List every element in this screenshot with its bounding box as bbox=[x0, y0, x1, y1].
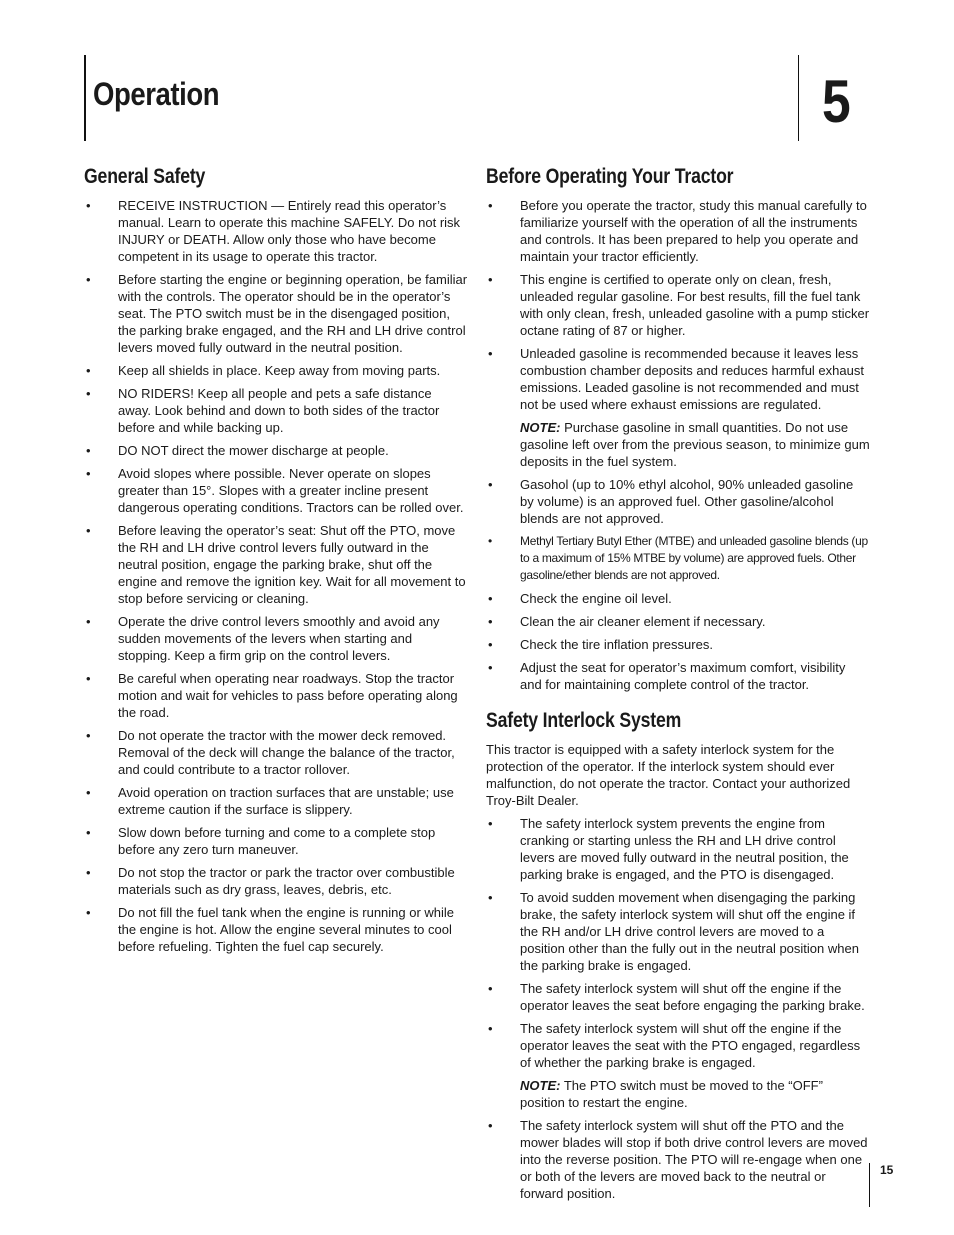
list-item: • Clean the air cleaner element if necessary. bbox=[488, 614, 766, 629]
note-label: NOTE: bbox=[520, 420, 561, 435]
section-heading-safety-interlock: Safety Interlock System bbox=[486, 709, 682, 732]
list-item: • Gasohol (up to 10% ethyl alcohol, 90% unleaded gasoline by volume) is an approved fuel. Other gasoline/alcohol blends are not approved. bbox=[488, 477, 854, 526]
bullet: • bbox=[86, 198, 91, 213]
bullet: • bbox=[488, 1118, 493, 1133]
bullet: • bbox=[86, 386, 91, 401]
list-item: • The safety interlock system will shut off the PTO and the mower blades will stop if both drive control levers are moved into the reverse position. The PTO will re-engage when one or both of the levers are moved back to the neutral or forward position. bbox=[488, 1118, 868, 1201]
list-item: • Do not operate the tractor with the mower deck removed. Removal of the deck will change the balance of the tractor, and could contribute to a tractor rollover. bbox=[86, 728, 455, 777]
list-item: • DO NOT direct the mower discharge at people. bbox=[86, 443, 389, 458]
list-item: • The safety interlock system will shut off the engine if the operator leaves the seat before engaging the parking brake. bbox=[488, 981, 865, 1013]
list-item: • Methyl Tertiary Butyl Ether (MTBE) and unleaded gasoline blends (up to a maximum of 15% MTBE by volume) are approved fuels. Other gasoline/ether blends are not approved. bbox=[488, 534, 868, 582]
footer-rule bbox=[869, 1163, 870, 1207]
bullet: • bbox=[86, 466, 91, 481]
bullet: • bbox=[86, 865, 91, 880]
bullet: • bbox=[488, 346, 493, 361]
bullet: • bbox=[488, 591, 493, 606]
bullet: • bbox=[488, 534, 492, 548]
bullet: • bbox=[86, 905, 91, 920]
page-number: 15 bbox=[880, 1163, 894, 1177]
list-item: • RECEIVE INSTRUCTION — Entirely read this operator’s manual. Learn to operate this machine SAFELY. Do not risk INJURY or DEATH. Allow only those who have become competent in its usage to operate this tractor. bbox=[86, 198, 461, 264]
list-item: • NO RIDERS! Keep all people and pets a safe distance away. Look behind and down to both sides of the tractor before and while backing up. bbox=[86, 386, 440, 435]
list-item: • Avoid slopes where possible. Never operate on slopes greater than 15°. Slopes with a greater incline present dangerous operating conditions. Tractors can be rolled over. bbox=[86, 466, 464, 515]
bullet: • bbox=[86, 825, 91, 840]
interlock-intro: This tractor is equipped with a safety interlock system for the protection of the operator. If the interlock system should ever malfunction, do not operate the tractor. Contact your authorized Troy-Bilt Dealer. bbox=[486, 742, 851, 808]
bullet: • bbox=[488, 1021, 493, 1036]
header-right-rule bbox=[798, 55, 799, 141]
section-heading-general-safety: General Safety bbox=[84, 165, 206, 188]
list-item: • Do not fill the fuel tank when the engine is running or while the engine is hot. Allow the engine several minutes to cool before refueling. Tighten the fuel cap securely. bbox=[86, 905, 455, 954]
page-title: Operation bbox=[93, 76, 220, 112]
list-item: • To avoid sudden movement when disengaging the parking brake, the safety interlock system will shut off the engine if the RH and/or LH drive control levers are moved to a position other than the fully out in the neutral position when the parking brake is engaged. bbox=[488, 890, 859, 973]
bullet: • bbox=[488, 890, 493, 905]
bullet: • bbox=[86, 272, 91, 287]
bullet: • bbox=[86, 671, 91, 686]
list-item: • Do not stop the tractor or park the tractor over combustible materials such as dry grass, leaves, debris, etc. bbox=[86, 865, 455, 897]
bullet: • bbox=[86, 728, 91, 743]
section-heading-before-operating: Before Operating Your Tractor bbox=[486, 165, 734, 188]
list-item: • This engine is certified to operate only on clean, fresh, unleaded regular gasoline. For best results, fill the fuel tank with only clean, fresh, unleaded gasoline with a pump sticker octane rating of 87 or higher. bbox=[488, 272, 870, 338]
bullet: • bbox=[488, 660, 493, 675]
bullet: • bbox=[488, 614, 493, 629]
left-column bbox=[84, 165, 468, 961]
list-item: • Be careful when operating near roadways. Stop the tractor motion and wait for vehicles to pass before operating along the road. bbox=[86, 671, 458, 720]
list-item: • Before you operate the tractor, study this manual carefully to familiarize yourself with the operation of all the instruments and controls. It has been prepared to help you operate and maintain your tractor efficiently. bbox=[488, 198, 867, 264]
bullet: • bbox=[86, 614, 91, 629]
note-gasoline: NOTE: Purchase gasoline in small quantities. Do not use gasoline left over from the previous season, to minimize gum deposits in the fuel system. bbox=[520, 420, 870, 469]
bullet: • bbox=[86, 785, 91, 800]
bullet: • bbox=[488, 981, 493, 996]
list-item: • The safety interlock system prevents the engine from cranking or starting unless the RH and LH drive control levers are moved fully outward in the neutral position, the parking brake is engaged, and the PTO is disengaged. bbox=[488, 816, 849, 882]
list-item: • Check the engine oil level. bbox=[488, 591, 672, 606]
bullet: • bbox=[86, 443, 91, 458]
list-item: • Adjust the seat for operator’s maximum comfort, visibility and for maintaining complete control of the tractor. bbox=[488, 660, 846, 692]
bullet: • bbox=[488, 816, 493, 831]
bullet: • bbox=[488, 198, 493, 213]
bullet: • bbox=[488, 637, 493, 652]
list-item: • Avoid operation on traction surfaces that are unstable; use extreme caution if the surface is slippery. bbox=[86, 785, 454, 817]
list-item: • Check the tire inflation pressures. bbox=[488, 637, 713, 652]
header-left-rule bbox=[84, 55, 86, 141]
list-item: • The safety interlock system will shut off the engine if the operator leaves the seat with the PTO engaged, regardless of whether the parking brake is engaged. NOTE: The PTO switch must be moved to the “OFF” position to restart the engine. bbox=[486, 1020, 870, 1111]
general-safety-list bbox=[84, 197, 468, 955]
before-operating-list bbox=[486, 197, 870, 693]
list-item: • Before starting the engine or beginning operation, be familiar with the controls. The operator should be in the operator’s seat. The PTO switch must be in the disengaged position, the parking brake engaged, and the RH and LH drive control levers moved fully outward in the neutral position. bbox=[86, 272, 468, 355]
list-item: • Operate the drive control levers smoothly and avoid any sudden movements of the levers when starting and stopping. Keep a firm grip on the control levers. bbox=[86, 614, 440, 663]
list-item: • Slow down before turning and come to a complete stop before any zero turn maneuver. bbox=[86, 825, 436, 857]
right-column bbox=[486, 165, 870, 1208]
bullet: • bbox=[488, 272, 493, 287]
note-pto: NOTE: The PTO switch must be moved to the “OFF” position to restart the engine. bbox=[520, 1078, 823, 1110]
interlock-list bbox=[486, 815, 870, 1202]
list-item: • Keep all shields in place. Keep away from moving parts. bbox=[86, 363, 441, 378]
bullet: • bbox=[488, 477, 493, 492]
list-item: • Before leaving the operator’s seat: Shut off the PTO, move the RH and LH drive control levers fully outward in the neutral position, engage the parking brake, shut off the engine and remove the ignition key. Wait for all movement to stop before servicing or cleaning. bbox=[86, 523, 466, 606]
bullet: • bbox=[86, 523, 91, 538]
chapter-number: 5 bbox=[822, 68, 851, 135]
list-item: • Unleaded gasoline is recommended because it leaves less combustion chamber deposits and reduces harmful exhaust emissions. Leaded gasoline is not recommended and must not be used where exhaust emissions are regulated. NOTE: Purchase gasoline in small quantities. Do not use gasoline left over from the previous season, to minimize gum deposits in the fuel system. bbox=[488, 346, 870, 469]
note-label: NOTE: bbox=[520, 1078, 561, 1093]
bullet: • bbox=[86, 363, 91, 378]
